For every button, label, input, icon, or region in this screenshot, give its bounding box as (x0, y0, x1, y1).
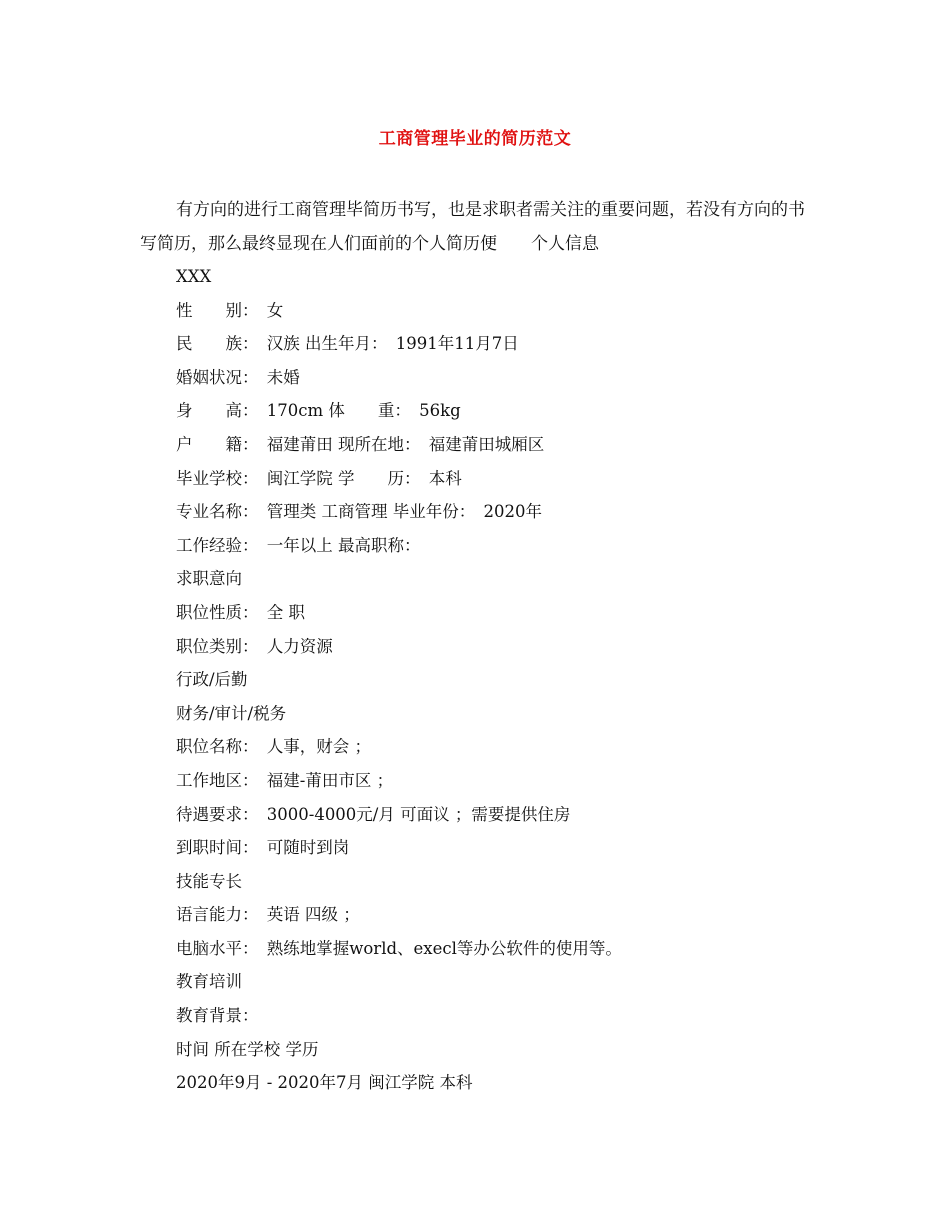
section-heading: 求职意向 (176, 569, 242, 589)
resume-line: 专业名称： 管理类 工商管理 毕业年份： 2020年 (176, 502, 542, 522)
resume-line: 到职时间： 可随时到岗 (176, 838, 350, 858)
section-heading: 教育培训 (176, 972, 242, 992)
intro-paragraph: 有方向的进行工商管理毕简历书写，也是求职者需关注的重要问题，若没有方向的书写简历，那么最终显现在人们面前的个人简历便 个人信息 (140, 200, 805, 254)
resume-line: 婚姻状况： 未婚 (176, 367, 300, 387)
resume-line: 职位类别： 人力资源 (176, 636, 333, 656)
resume-lines (176, 260, 816, 1100)
resume-line: 身 高： 170cm 体 重： 56kg (176, 401, 461, 421)
resume-line: 财务/审计/税务 (176, 703, 287, 723)
resume-line: 职位性质： 全 职 (176, 602, 305, 622)
section-heading: 技能专长 (176, 871, 242, 891)
resume-line: 待遇要求： 3000-4000元/月 可面议 ；需要提供住房 (176, 804, 571, 824)
document-title: 工商管理毕业的简历范文 (378, 129, 572, 149)
resume-line: 电脑水平： 熟练地掌握world、execl等办公软件的使用等。 (176, 938, 622, 958)
resume-line: 语言能力： 英语 四级 ； (176, 905, 360, 925)
resume-line: 职位名称： 人事，财会 ； (176, 737, 371, 757)
resume-line: 行政/后勤 (176, 670, 248, 690)
resume-line: 户 籍： 福建莆田 现所在地： 福建莆田城厢区 (176, 434, 545, 454)
resume-line: 毕业学校： 闽江学院 学 历： 本科 (176, 468, 462, 488)
resume-line: 性 别： 女 (176, 300, 284, 320)
resume-line: 时间 所在学校 学历 (176, 1039, 319, 1059)
resume-line: 民 族： 汉族 出生年月： 1991年11月7日 (176, 334, 519, 354)
resume-line: 工作地区： 福建-莆田市区 ； (176, 770, 394, 790)
resume-line: 工作经验： 一年以上 最高职称： (176, 535, 421, 555)
resume-line: 2020年9月 - 2020年7月 闽江学院 本科 (176, 1073, 473, 1093)
resume-line: 教育背景： (176, 1006, 259, 1026)
resume-line: XXX (176, 267, 212, 286)
